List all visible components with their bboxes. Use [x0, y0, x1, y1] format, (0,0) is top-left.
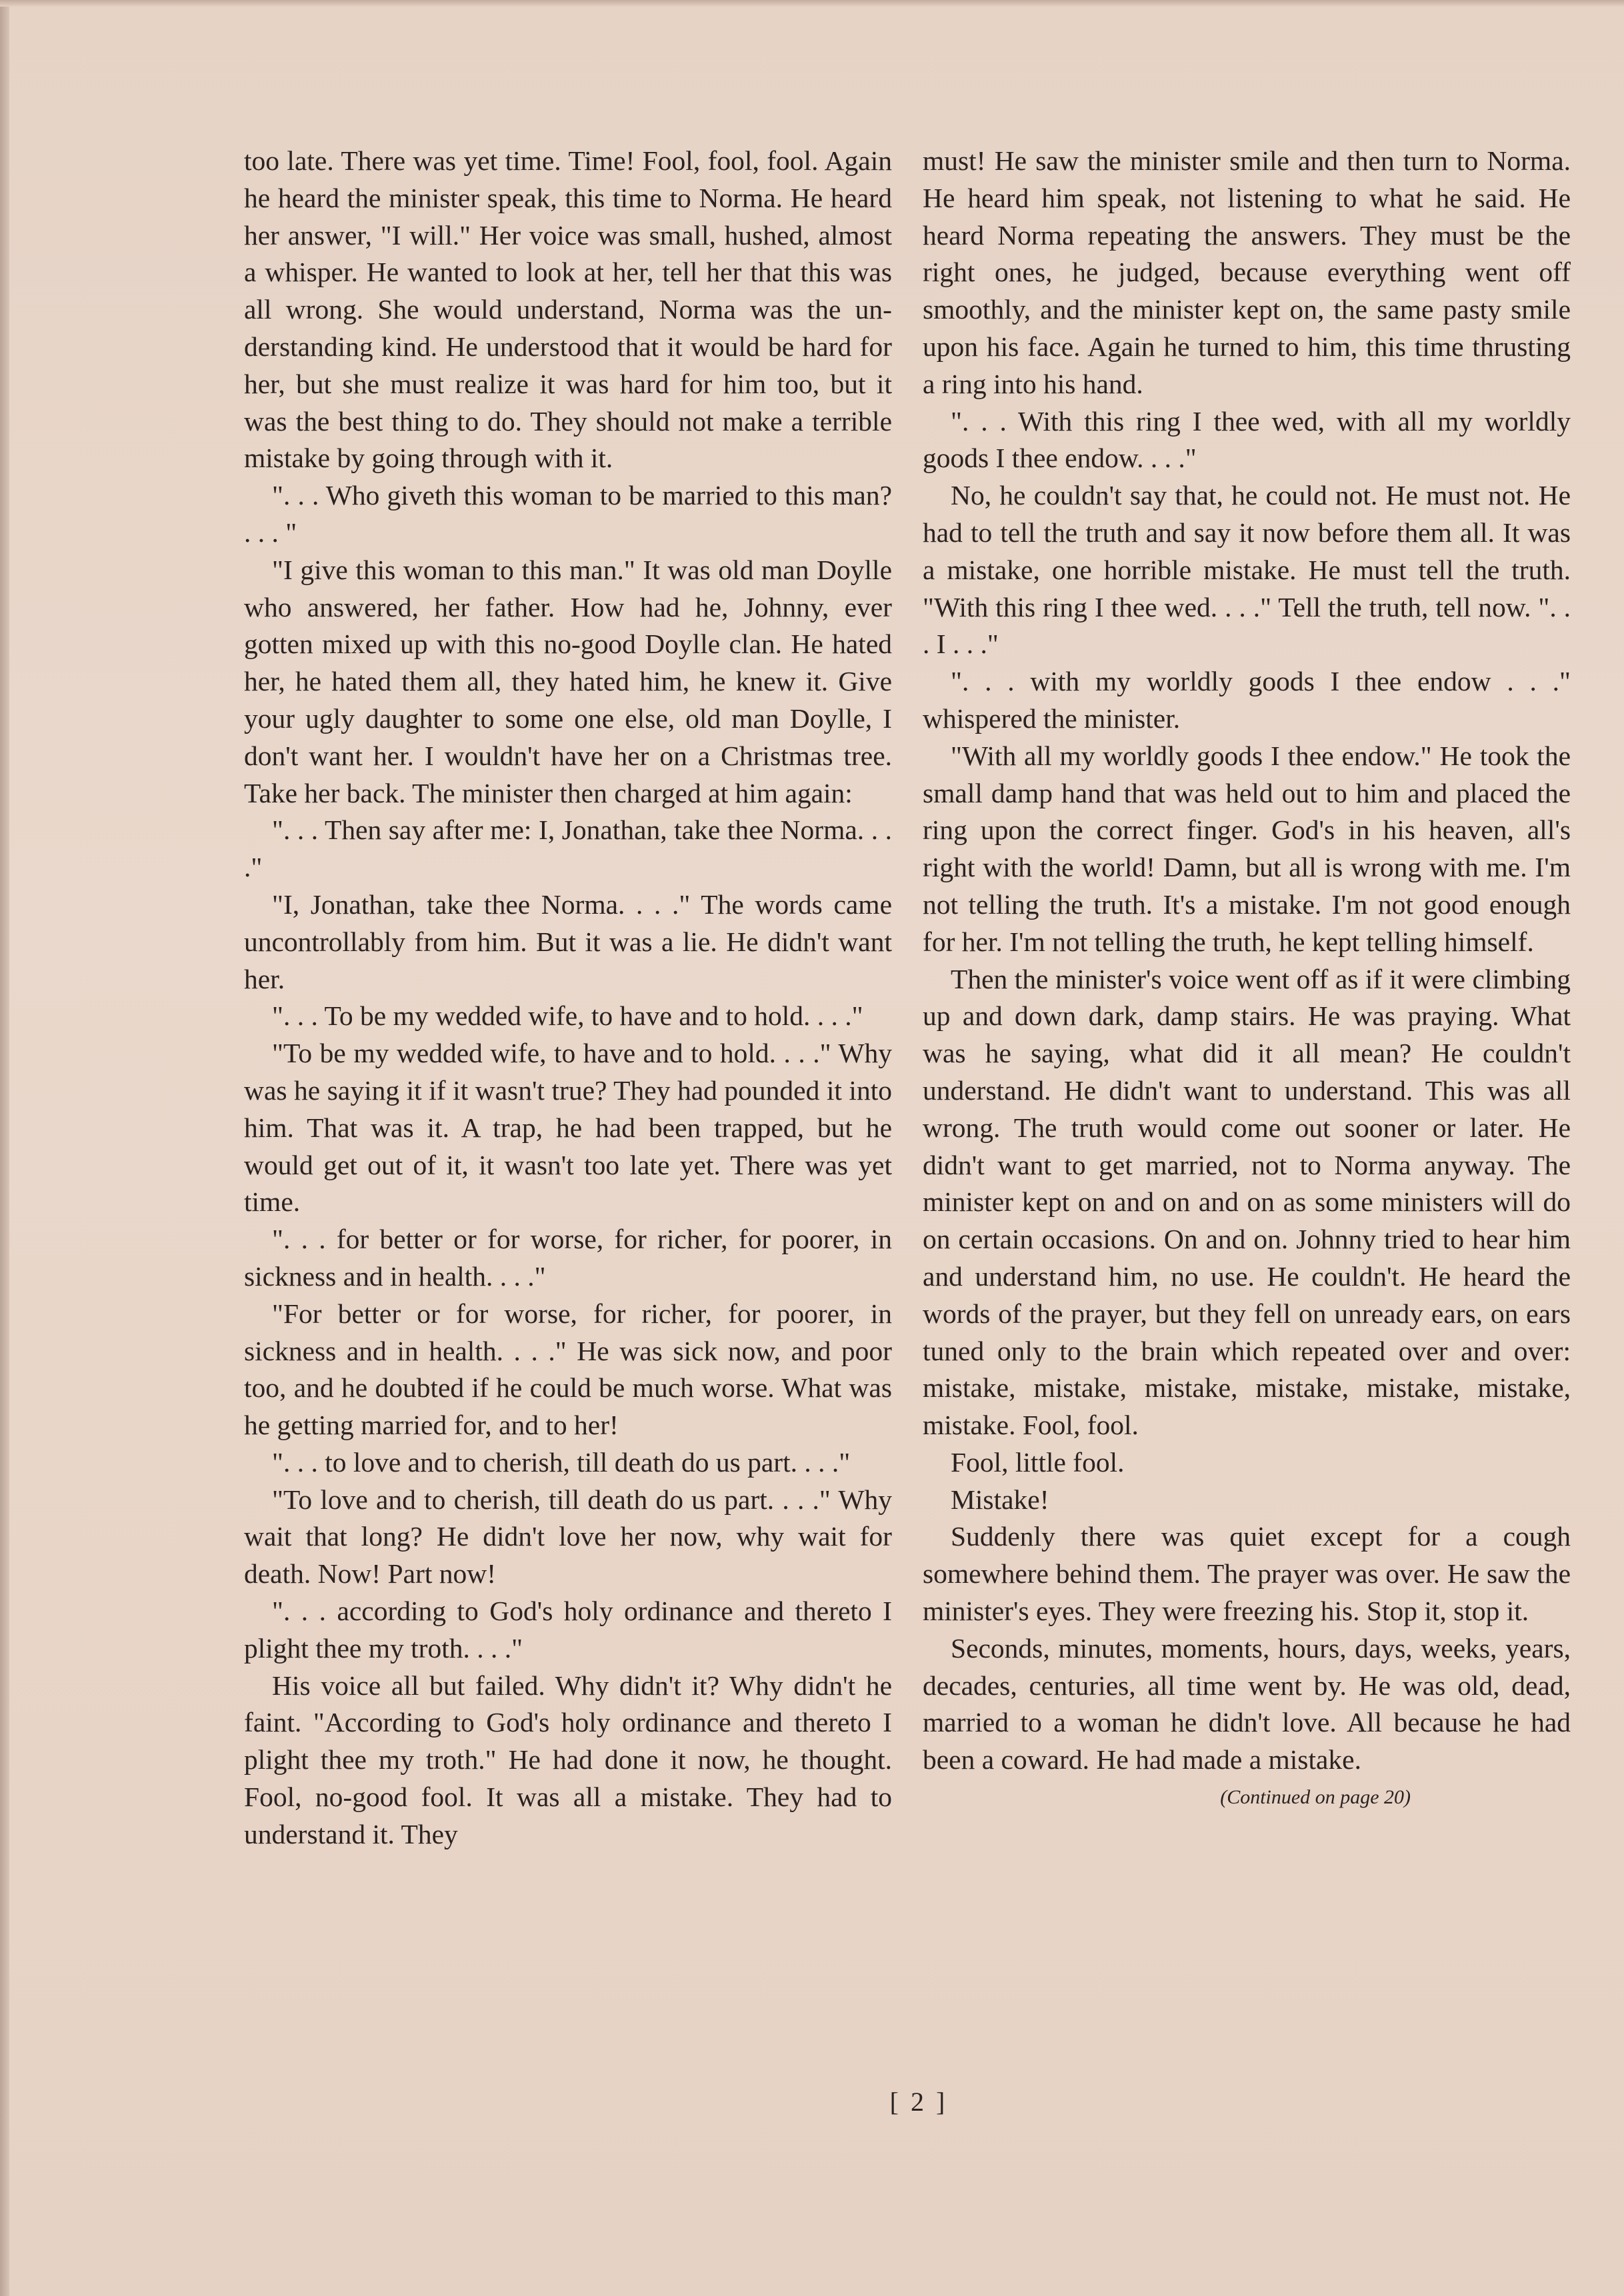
paragraph: "I, Jonathan, take thee Norma. . . ." The words came uncontrollably from him. But it was a lie. He didn't want her.: [244, 888, 892, 994]
paragraph: Fool, little fool.: [951, 1446, 1125, 1478]
paragraph: ". . . Then say after me: I, Jonathan, take thee Norma. . . .": [244, 814, 892, 883]
left-text-column: [244, 143, 892, 1853]
paragraph: too late. There was yet time. Time! Fool, fool, fool. Again he heard the minister speak, this time to Norma. He heard her answer, "I will." Her voice was small, hushed, almost a whisper. He wanted to look at her, tell her that this was all wrong. She would understand, Norma was the understanding kind. He understood that it would be hard for her, but she must realize it was hard for him too, but it was the best thing to do. They should not make a terrible mistake by going through with it.: [244, 145, 892, 474]
paragraph: Suddenly there was quiet except for a cough somewhere behind them. The prayer was over. He saw the minister's eyes. They were freezing his. Stop it, stop it.: [923, 1521, 1571, 1627]
page-number: [ 2 ]: [889, 2087, 948, 2117]
page-top-edge: [0, 0, 1624, 7]
paragraph: ". . . To be my wedded wife, to have and to hold. . . .": [272, 1000, 863, 1032]
paragraph: "I give this woman to this man." It was old man Doylle who answered, her father. How had he, Johnny, ever gotten mixed up with this no-good Doylle clan. He hated her, he hated them all, they hated him, he knew it. Give your ugly daughter to some one else, old man Doylle, I don't want her. I wouldn't have her on a Christmas tree. Take her back. The minister then charged at him again:: [244, 554, 892, 808]
paragraph: "For better or for worse, for richer, for poorer, in sickness and in health. . . ." He was sick now, and poor too, and he doubted if he could be much worse. What was he getting married for, and to her!: [244, 1298, 892, 1441]
paragraph: Then the minister's voice went off as if it were climbing up and down dark, damp stairs. He was praying. What was he saying, what did it all mean? He couldn't understand. He didn't want to understand. This was all wrong. The truth would come out sooner or later. He didn't want to get married, not to Norma anyway. The minister kept on and on and on as some ministers will do on certain occasions. On and on. Johnny tried to hear him and understand him, no use. He couldn't. He heard the words of the prayer, but they fell on unready ears, on ears tuned only to the brain which repeated over and over: mistake, mistake, mistake, mistake, mistake, mistake, mistake. Fool, fool.: [923, 963, 1571, 1441]
paragraph: "To be my wedded wife, to have and to hold. . . ." Why was he saying it if it wasn't true? They had pounded it into him. That was it. A trap, he had been trapped, but he would get out of it, it wasn't too late yet. There was yet time.: [244, 1038, 892, 1218]
paragraph: Seconds, minutes, moments, hours, days, weeks, years, decades, centuries, all time went by. He was old, dead, married to a woman he didn't love. All because he had been a coward. He had made a mistake.: [923, 1632, 1571, 1775]
paragraph: ". . . with my worldly goods I thee endow . . ." whispered the minister.: [923, 666, 1571, 734]
continued-note: (Continued on page 20): [1220, 1786, 1411, 1809]
paragraph: ". . . With this ring I thee wed, with all my worldly goods I thee endow. . . .": [923, 405, 1571, 474]
paragraph: "To love and to cherish, till death do us part. . . ." Why wait that long? He didn't love her now, why wait for death. Now! Part now!: [244, 1484, 892, 1590]
paragraph: ". . . according to God's holy ordinance and thereto I plight thee my troth. . . .": [244, 1596, 892, 1664]
paragraph: Mistake!: [951, 1484, 1049, 1515]
paragraph: ". . . for better or for worse, for richer, for poorer, in sickness and in health. . . .": [244, 1224, 892, 1292]
paragraph: ". . . to love and to cherish, till death do us part. . . .": [272, 1446, 851, 1478]
page-binding-edge: [0, 0, 9, 2296]
paragraph: No, he couldn't say that, he could not. He must not. He had to tell the truth and say it now before them all. It was a mistake, one horrible mistake. He must tell the truth. "With this ring I thee wed. . . ." Tell the truth, tell now. ". . . I . . .": [923, 480, 1571, 660]
paragraph: "With all my worldly goods I thee endow." He took the small damp hand that was held out to him and placed the ring upon the correct finger. God's in his heaven, all's right with the world! Damn, but all is wrong with me. I'm not telling the truth. It's a mistake. I'm not good enough for her. I'm not telling the truth, he kept telling himself.: [923, 740, 1571, 957]
right-text-column: [923, 143, 1571, 1811]
paragraph: His voice all but failed. Why didn't it? Why didn't he faint. "According to God's holy ordinance and thereto I plight thee my troth." He had done it now, he thought. Fool, no-good fool. It was all a mistake. They had to understand it. They: [244, 1670, 892, 1849]
paragraph: must! He saw the minister smile and then turn to Norma. He heard him speak, not listening to what he said. He heard Norma repeating the answers. They must be the right ones, he judged, because everything went off smoothly, and the minister kept on, the same pasty smile upon his face. Again he turned to him, this time thrusting a ring into his hand.: [923, 145, 1571, 399]
paragraph: ". . . Who giveth this woman to be married to this man? . . . ": [244, 480, 892, 548]
